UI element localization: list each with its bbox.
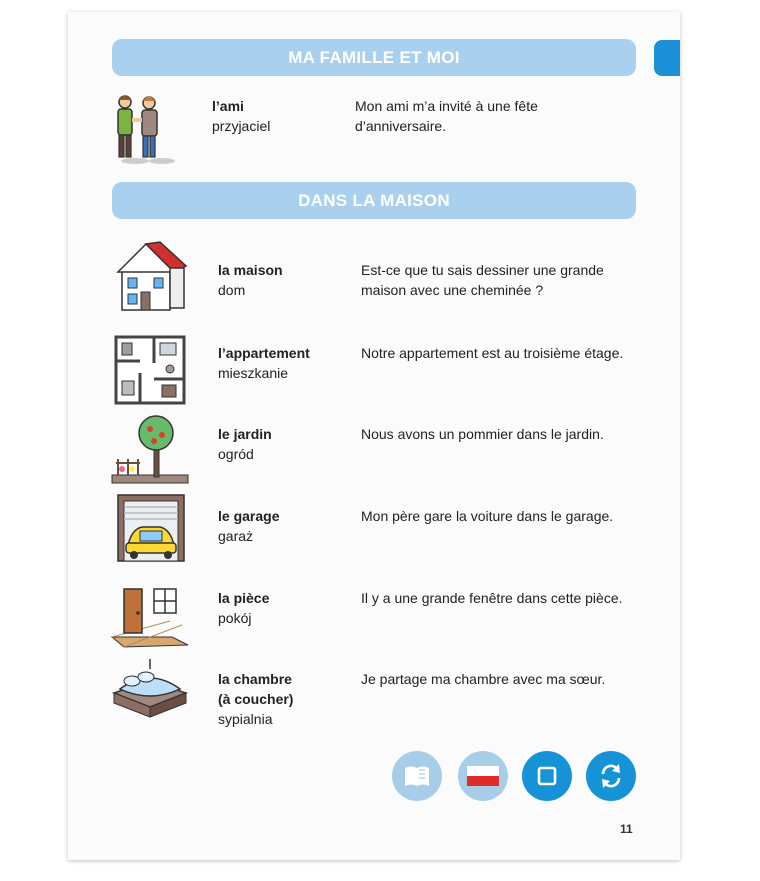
garden-tree-icon [110,413,190,489]
french-word: le jardin [218,426,272,442]
book-button[interactable] [392,751,442,801]
french-word: la pièce [218,590,270,606]
refresh-button[interactable] [586,751,636,801]
square-stop-icon [536,765,558,787]
polish-word: dom [218,282,246,298]
room-door-window-icon [110,575,190,651]
example-sentence: Il y a une grande fenêtre dans cette pièce. [361,590,623,606]
french-word: l’ami [212,98,244,114]
french-word: le garage [218,508,280,524]
book-icon [403,764,431,788]
apartment-plan-icon [110,333,190,409]
polish-word: ogród [218,446,254,462]
french-word-continuation: (à coucher) [218,691,294,707]
example-sentence: Nous avons un pommier dans le jardin. [361,426,604,442]
example-sentence: Mon père gare la voiture dans le garage. [361,508,614,524]
polish-word: garaż [218,528,254,544]
word-block [218,588,269,628]
bed-icon [110,655,190,731]
word-block [218,424,272,464]
polish-word: przyjaciel [212,118,271,134]
friends-handshake-icon [110,90,190,166]
example-sentence: Notre appartement est au troisième étage. [361,345,624,361]
house-icon [110,240,190,316]
section-header-family [112,39,636,76]
french-word: la chambre [218,671,292,687]
polish-word: pokój [218,610,252,626]
word-block [212,96,270,136]
word-block [218,669,293,729]
example-sentence: Mon ami m’a invité à une fête d’anniversaire. [355,98,538,134]
polish-flag-icon [466,764,500,788]
word-block [218,260,283,300]
polish-word: mieszkanie [218,365,289,381]
french-word: l’appartement [218,345,310,361]
language-button[interactable] [458,751,508,801]
example-sentence: Est-ce que tu sais dessiner une grande maison avec une cheminée ? [361,262,604,298]
example-sentence: Je partage ma chambre avec ma sœur. [361,671,606,687]
chapter-tab [654,40,680,76]
french-word: la maison [218,262,283,278]
page-number: 11 [620,822,633,836]
section-header-house [112,182,636,219]
refresh-icon [597,762,625,790]
word-block [218,506,279,546]
section-title: MA FAMILLE ET MOI [288,47,460,67]
stop-button[interactable] [522,751,572,801]
polish-word: sypialnia [218,711,273,727]
word-block [218,343,310,383]
garage-car-icon [110,493,190,569]
section-title: DANS LA MAISON [298,190,450,210]
